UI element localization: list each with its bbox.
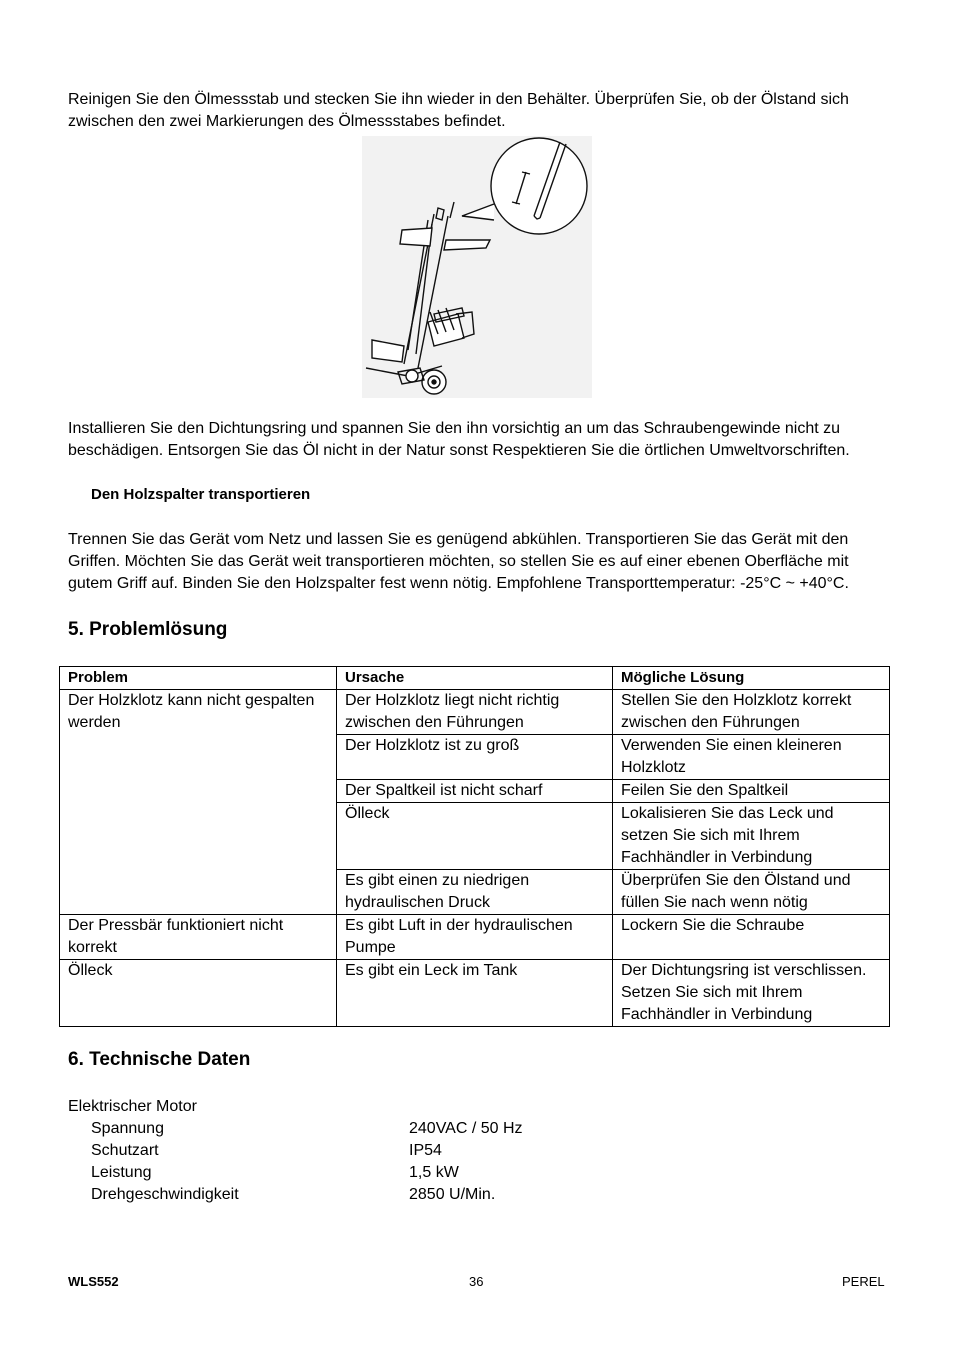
solution-cell: Feilen Sie den Spaltkeil <box>613 780 890 803</box>
spec-row <box>91 1184 591 1206</box>
section-5-heading: 5. Problemlösung <box>68 619 228 640</box>
spec-row <box>91 1118 591 1140</box>
table-header-row <box>60 667 890 690</box>
table-row <box>60 960 890 1027</box>
table-row <box>60 915 890 960</box>
cause-cell: Der Holzklotz ist zu groß <box>337 735 613 780</box>
spec-label: Schutzart <box>91 1142 159 1159</box>
header-cause: Ursache <box>337 667 613 690</box>
motor-title: Elektrischer Motor <box>68 1098 197 1115</box>
solution-cell: Überprüfen Sie den Ölstand und füllen Sie nach wenn nötig <box>613 870 890 915</box>
problem-cell: Ölleck <box>60 960 337 1027</box>
spec-value: 2850 U/Min. <box>409 1186 496 1203</box>
spec-label: Spannung <box>91 1120 164 1137</box>
spec-row <box>91 1140 591 1162</box>
cause-cell: Es gibt ein Leck im Tank <box>337 960 613 1027</box>
spec-row <box>91 1162 591 1184</box>
cause-cell: Der Holzklotz liegt nicht richtig zwischen den Führungen <box>337 690 613 735</box>
problem-cell: Der Pressbär funktioniert nicht korrekt <box>60 915 337 960</box>
troubleshooting-table <box>59 666 890 1027</box>
problem-cell: Der Holzklotz kann nicht gespalten werden <box>60 690 337 915</box>
spec-value: 1,5 kW <box>409 1164 459 1181</box>
spec-label: Leistung <box>91 1164 152 1181</box>
transport-subheading: Den Holzspalter transportieren <box>91 486 311 503</box>
solution-cell: Lokalisieren Sie das Leck und setzen Sie sich mit Ihrem Fachhändler in Verbindung <box>613 803 890 870</box>
cause-cell: Es gibt Luft in der hydraulischen Pumpe <box>337 915 613 960</box>
cause-cell: Der Spaltkeil ist nicht scharf <box>337 780 613 803</box>
header-solution: Mögliche Lösung <box>613 667 890 690</box>
spec-value: IP54 <box>409 1142 442 1159</box>
transport-paragraph: Trennen Sie das Gerät vom Netz und lassen Sie es genügend abkühlen. Transportieren Sie das Gerät mit den Griffen. Möchten Sie das Gerät weit transportieren möchten, so stellen Sie es auf einer ebenen Oberfläche mit gutem Griff auf. Binden Sie den Holzspalter fest wenn nötig. Empfohlene Transporttemperatur: -25°C ~ +40°C. <box>68 531 849 592</box>
solution-cell: Lockern Sie die Schraube <box>613 915 890 960</box>
spec-value: 240VAC / 50 Hz <box>409 1120 523 1137</box>
cause-cell: Es gibt einen zu niedrigen hydraulischen Druck <box>337 870 613 915</box>
footer-brand: PEREL <box>842 1274 885 1289</box>
spec-label: Drehgeschwindigkeit <box>91 1186 239 1203</box>
header-problem: Problem <box>60 667 337 690</box>
oil-check-paragraph: Reinigen Sie den Ölmessstab und stecken Sie ihn wieder in den Behälter. Überprüfen Sie, ob der Ölstand sich zwischen den zwei Markierungen des Ölmessstabes befindet. <box>68 91 849 130</box>
seal-ring-paragraph: Installieren Sie den Dichtungsring und spannen Sie den ihn vorsichtig an um das Schraubengewinde nicht zu beschädigen. Entsorgen Sie das Öl nicht in der Natur sonst Respektieren Sie die örtlichen Umweltvorschriften. <box>68 420 850 459</box>
footer-page-number: 36 <box>469 1274 484 1289</box>
solution-cell: Verwenden Sie einen kleineren Holzklotz <box>613 735 890 780</box>
cause-cell: Ölleck <box>337 803 613 870</box>
solution-cell: Der Dichtungsring ist verschlissen. Setzen Sie sich mit Ihrem Fachhändler in Verbindung <box>613 960 890 1027</box>
solution-cell: Stellen Sie den Holzklotz korrekt zwischen den Führungen <box>613 690 890 735</box>
log-splitter-dipstick-illustration <box>362 136 592 398</box>
footer-model: WLS552 <box>68 1274 119 1289</box>
table-row <box>60 690 890 735</box>
section-6-heading: 6. Technische Daten <box>68 1049 251 1070</box>
